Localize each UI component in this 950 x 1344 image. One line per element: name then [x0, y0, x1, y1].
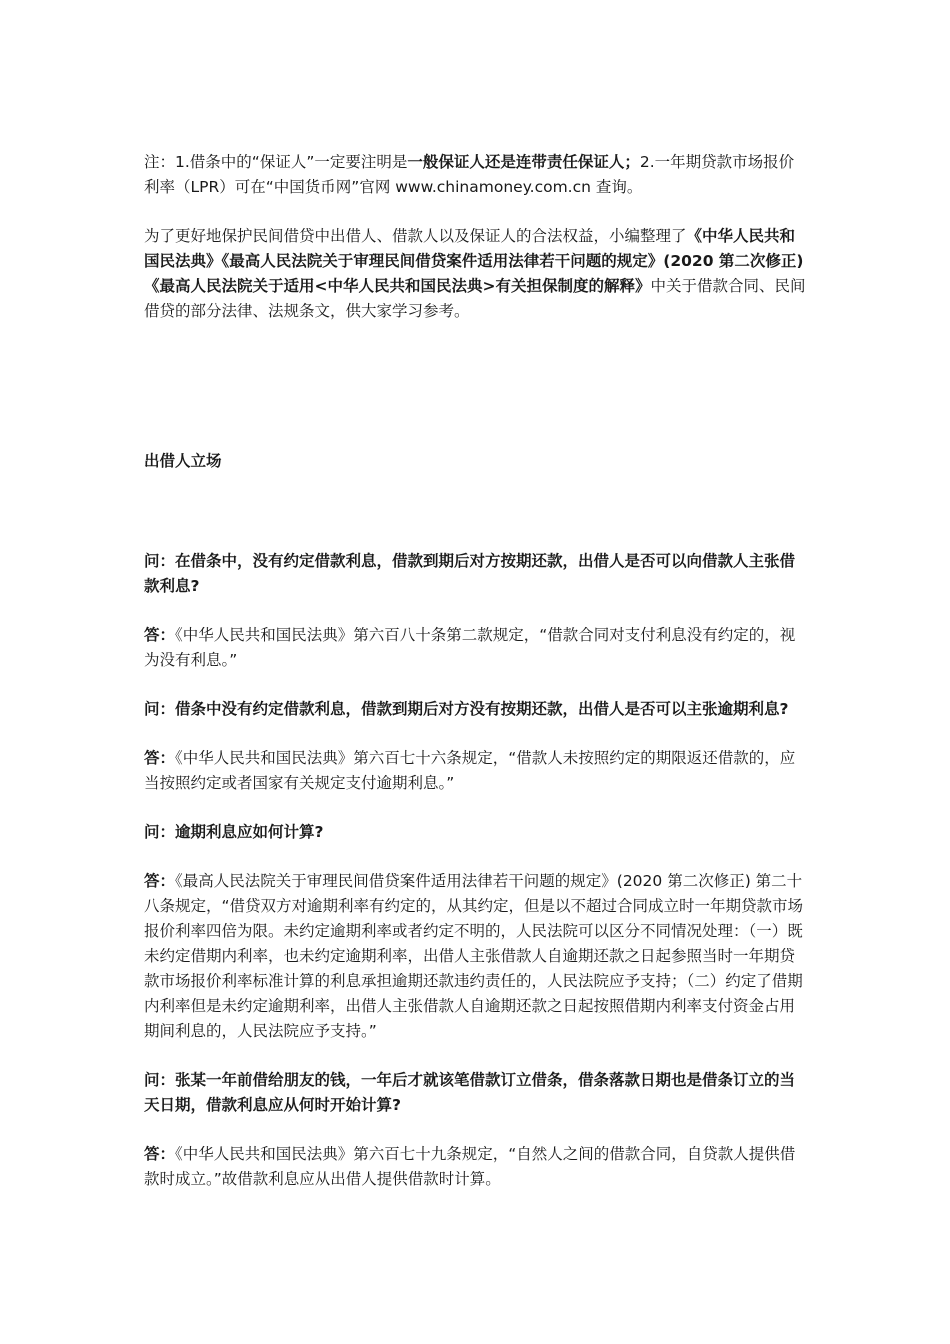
intro-lead: 为了更好地保护民间借贷中出借人、借款人以及保证人的合法权益，小编整理了 — [144, 227, 687, 245]
answer-4 — [144, 1142, 808, 1192]
answer-1 — [144, 623, 808, 673]
note-paragraph — [144, 150, 808, 200]
question-2: 问：借条中没有约定借款利息，借款到期后对方没有按期还款，出借人是否可以主张逾期利息? — [144, 700, 789, 718]
answer-text: 《中华人民共和国民法典》第六百七十六条规定，“借款人未按照约定的期限返还借款的，应当按照约定或者国家有关规定支付逾期利息。” — [144, 749, 796, 792]
answer-text: 《最高人民法院关于审理民间借贷案件适用法律若干问题的规定》(2020 第二次修正) 第二十八条规定，“借贷双方对逾期利率有约定的，从其约定，但是以不超过合同成立时一年期贷款市场报价利率四倍为限。未约定逾期利率或者约定不明的，人民法院可以区分不同情况处理：（一）既未约定借期内利率，也未约定逾期利率，出借人主张借款人自逾期还款之日起参照当时一年期贷款市场报价利率标准计算的利息承担逾期还款违约责任的，人民法院应予支持；（二）约定了借期内利率但是未约定逾期利率，出借人主张借款人自逾期还款之日起按照借期内利率支付资金占用期间利息的，人民法院应予支持。” — [144, 872, 804, 1040]
intro-paragraph — [144, 224, 808, 324]
answer-text: 《中华人民共和国民法典》第六百八十条第二款规定，“借款合同对支付利息没有约定的，视为没有利息。” — [144, 626, 796, 669]
intro-tail: 中关于借款合同、民间借贷的部分法律、法规条文，供大家学习参考。 — [144, 277, 806, 320]
question-4: 问：张某一年前借给朋友的钱，一年后才就该笔借款订立借条，借条落款日期也是借条订立的当天日期，借款利息应从何时开始计算? — [144, 1071, 796, 1114]
note-lead: 注：1.借条中的“保证人”一定要注明是 — [144, 153, 408, 171]
question-1: 问：在借条中，没有约定借款利息，借款到期后对方按期还款，出借人是否可以向借款人主张借款利息? — [144, 552, 796, 595]
answer-label: 答： — [144, 626, 176, 644]
note-bold: 一般保证人还是连带责任保证人； — [407, 153, 640, 171]
question-3: 问：逾期利息应如何计算? — [144, 823, 324, 841]
answer-3 — [144, 869, 808, 1044]
section-title: 出借人立场 — [144, 452, 222, 470]
answer-label: 答： — [144, 872, 176, 890]
answer-label: 答： — [144, 1145, 176, 1163]
document-body — [144, 150, 808, 1216]
note-tail: 2.一年期贷款市场报价利率（LPR）可在“中国货币网”官网 www.chinamoney.com.cn 查询。 — [144, 153, 795, 196]
answer-2 — [144, 746, 808, 796]
answer-label: 答： — [144, 749, 176, 767]
answer-text: 《中华人民共和国民法典》第六百七十九条规定，“自然人之间的借款合同，自贷款人提供借款时成立。”故借款利息应从出借人提供借款时计算。 — [144, 1145, 796, 1188]
intro-bold: 《中华人民共和国民法典》《最高人民法院关于审理民间借贷案件适用法律若干问题的规定》(2020 第二次修正)《最高人民法院关于适用<中华人民共和国民法典>有关担保制度的解释》 — [144, 227, 804, 295]
